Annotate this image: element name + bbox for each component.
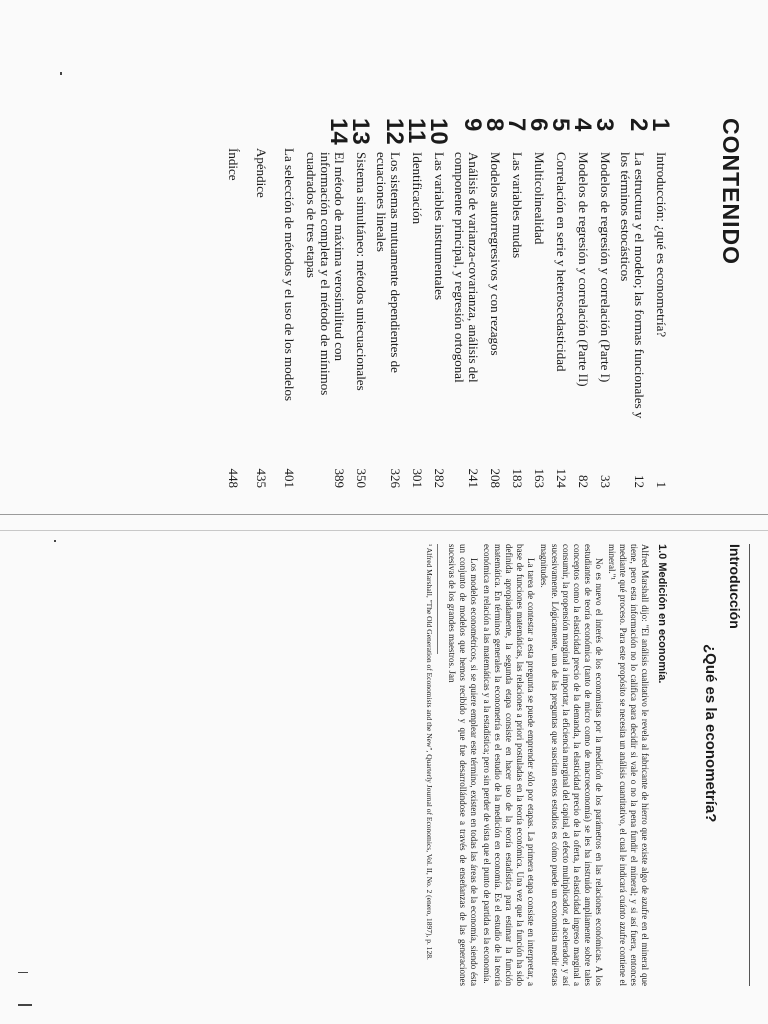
chapter-page: 208 [488, 468, 503, 488]
chapter-page: 124 [554, 468, 569, 488]
chapter-title: Identificación [410, 152, 425, 225]
chapter-page: 82 [576, 475, 591, 488]
chapter-title: Introducción: ¿qué es econometría? [654, 152, 669, 338]
toc-entry[interactable] [502, 118, 530, 488]
chapter-title: Modelos autorregresivos y con rezagos [488, 152, 503, 356]
section-heading: 1.0 Medición en economía. [656, 544, 668, 684]
toc-entry[interactable] [402, 118, 430, 488]
footnote: ¹ Alfred Marshall, "The Old Generation of Economists and the New", Quarterly Journal of Economics, Vol. II, No. 2 (enero, 1897), p. 128. [425, 544, 434, 960]
toc-entry[interactable] [446, 118, 486, 488]
table-of-contents [0, 0, 768, 510]
body-paragraph: La tarea de contestar a esta pregunta se puede emprender sólo por etapas. La primera etapa consiste en interpretar, a base de funciones matemáticas, las relaciones a priori postuladas en la teoría económica. Una vez que la función ha sido definida apropiadamente, la segunda etapa consiste en hacer uso de la teoría estadística para estimar la función matemática. En términos generales la econometría es el estudio de la medición en economía. Es el estudio de la teoría económica en relación a las matemáticas y a la estadística; pero sin perder de vista que el punto de partida es la economía. [482, 544, 536, 986]
chapter-number: 6 [525, 118, 552, 132]
chapter-page: 33 [598, 475, 613, 488]
chapter-number: 4 [569, 118, 596, 132]
chapter-number: 10 [425, 118, 452, 145]
chapter-page: 183 [510, 468, 525, 488]
body-paragraph: Los modelos econométricos, si se quiere emplear este término, existen en todas las áreas de la economía, siendo ésta un conjunto de modelos que hemos recibido y que fue desarrollándose a través de enseñanzas de las generaciones sucesivas de los grandes maestros. Jan [447, 544, 479, 986]
toc-entry[interactable] [368, 118, 408, 488]
chapter-page: 12 [632, 475, 647, 488]
toc-entry[interactable] [546, 118, 574, 488]
chapter-number: 13 [347, 118, 374, 145]
chapter-number: 12 [381, 118, 408, 145]
toc-entry[interactable] [612, 118, 652, 488]
toc-list [218, 118, 674, 488]
chapter-number: 11 [403, 118, 430, 144]
chapter-title: Las variables instrumentales [432, 152, 447, 301]
backmatter-title: Apéndice [254, 148, 269, 198]
backmatter-page: 448 [226, 468, 241, 488]
toc-entry[interactable] [590, 118, 618, 488]
chapter-page: 241 [466, 468, 481, 488]
chapter-page [0, 536, 768, 1006]
chapter-page: 389 [332, 468, 347, 488]
chapter-title: Multicolinealidad [532, 152, 547, 245]
chapter-title: Modelos de regresión y correlación (Parte I) [598, 152, 613, 383]
chapter-header [702, 544, 750, 986]
chapter-number: 3 [591, 118, 618, 132]
chapter-page: 301 [410, 468, 425, 488]
toc-entry[interactable] [424, 118, 452, 488]
toc-entry[interactable] [346, 118, 374, 488]
toc-entry[interactable] [296, 118, 352, 488]
page-fold [0, 514, 768, 515]
chapter-page: 1 [654, 481, 669, 488]
chapter-title: ¿Qué es la econometría? [702, 644, 719, 823]
chapter-title: Análisis de varianza-covarianza, análisis del componente principal, y regresión ortogonal [452, 152, 481, 383]
chapter-number: 9 [459, 118, 486, 132]
backmatter-title: La selección de métodos y el uso de los modelos [282, 148, 297, 402]
backmatter-title: Índice [226, 148, 241, 181]
chapter-title: Los sistemas mutuamente dependientes de ecuaciones lineales [374, 152, 403, 373]
chapter-number: 2 [625, 118, 652, 132]
toc-backmatter-entry[interactable] [240, 118, 268, 488]
header-rule [749, 544, 750, 986]
footnote-rule [437, 544, 438, 654]
toc-entry[interactable] [646, 118, 674, 488]
toc-entry[interactable] [480, 118, 508, 488]
backmatter-page: 401 [282, 468, 297, 488]
chapter-title: Las variables mudas [510, 152, 525, 259]
chapter-page: 326 [388, 468, 403, 488]
chapter-title: La estructura y el modelo; las formas funcionales y los términos estocásticos [618, 152, 647, 419]
body-paragraph: Alfred Marshall dijo: "El análisis cualitativo le revela al fabricante de hierro que existe algo de azufre en el mineral que tiene, pero esta información no lo califica para decidir si vale o no la pena fundir el mineral; y si así fuera, entonces mediante qué proceso. Para este propósito se necesita un análisis cuantitativo, el cual le indicará cuánto azufre contiene el mineral."¹ [607, 544, 650, 986]
toc-backmatter-entry[interactable] [268, 118, 296, 488]
chapter-number: 1 [647, 118, 674, 132]
toc-entry[interactable] [524, 118, 552, 488]
chapter-title: El método de máxima verosimilitud con información completa y el método de mínimos cuadrados de tres etapas [304, 152, 347, 396]
chapter-title: Sistema simultáneo: métodos uniecuacionales [354, 152, 369, 391]
chapter-body [425, 544, 668, 986]
toc-backmatter-entry[interactable] [218, 118, 240, 488]
chapter-number: 5 [547, 118, 574, 132]
chapter-label: Introducción [727, 544, 743, 629]
body-paragraph: No es nuevo el interés de los economistas por la medición de los parámetros en las relaciones económicas. A los estudiantes de teoría económica (tanto de micro como de macroeconomía) se les ha instruido ampliamente sobre tales conceptos como la elasticidad precio de la demanda, la elasticidad precio de la oferta, la elasticidad ingreso marginal a consumir, la propensión marginal a importar, la eficiencia marginal del capital, el efecto multiplicador, el acelerador, y así sucesivamente. Lógicamente, una de las preguntas que suscitan estos estudios es cómo puede un economista medir estas magnitudes. [539, 544, 604, 986]
chapter-number: 8 [481, 118, 508, 132]
chapter-title: Modelos de regresión y correlación (Parte II) [576, 152, 591, 387]
backmatter-page: 435 [254, 468, 269, 488]
chapter-page: 282 [432, 468, 447, 488]
chapter-page: 350 [354, 468, 369, 488]
page-fold-shadow [0, 530, 768, 531]
toc-entry[interactable] [568, 118, 596, 488]
chapter-number: 14 [325, 118, 352, 145]
chapter-title: Correlación en serie y heteroscedasticidad [554, 152, 569, 372]
toc-title: CONTENIDO [718, 118, 744, 265]
chapter-number: 7 [503, 118, 530, 132]
chapter-page: 163 [532, 468, 547, 488]
